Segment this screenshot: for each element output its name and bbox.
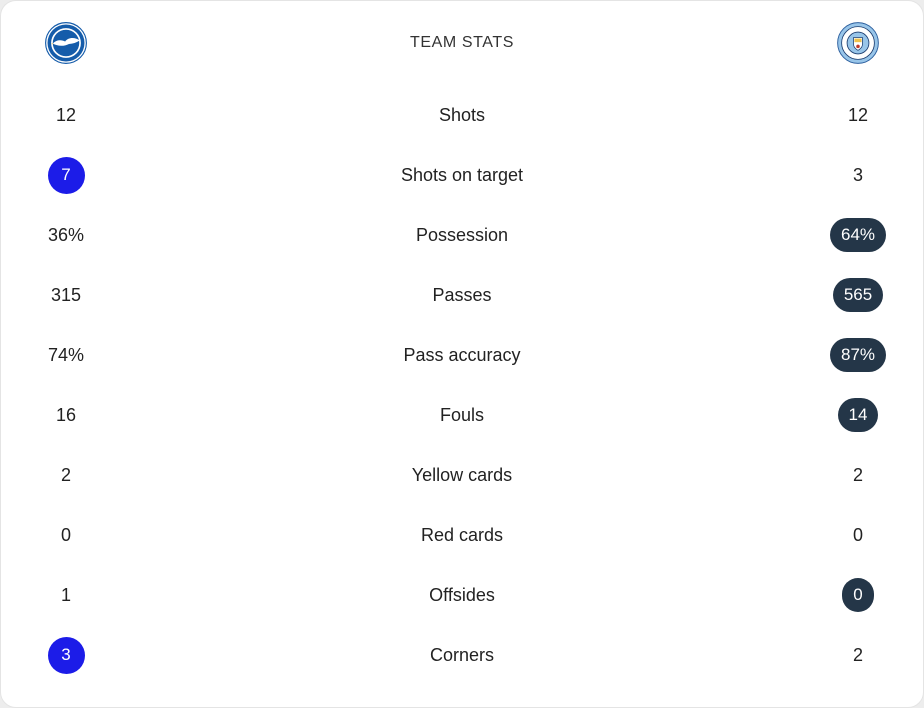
away-value: 2	[852, 644, 863, 665]
home-value: 74%	[47, 344, 85, 365]
brighton-crest-graphic	[45, 22, 87, 64]
home-value: 1	[60, 584, 71, 605]
away-value: 565	[833, 278, 883, 312]
stat-label: Shots on target	[400, 164, 524, 185]
team-stats-header	[1, 1, 923, 85]
stat-label: Shots	[438, 104, 486, 125]
away-value: 12	[847, 104, 869, 125]
away-value: 0	[842, 578, 874, 612]
home-value: 0	[60, 524, 71, 545]
away-value: 0	[852, 524, 863, 545]
stat-row-offsides	[1, 565, 923, 625]
stats-list	[1, 85, 923, 685]
stat-row-red-cards	[1, 505, 923, 565]
stat-row-shots-on-target	[1, 145, 923, 205]
home-team-crest-icon[interactable]	[45, 22, 87, 64]
stat-label: Fouls	[439, 404, 484, 425]
home-value: 36%	[47, 224, 85, 245]
stat-row-fouls	[1, 385, 923, 445]
stat-label: Possession	[415, 224, 509, 245]
page-title: TEAM STATS	[409, 34, 515, 51]
stat-label: Red cards	[420, 524, 504, 545]
stat-label: Yellow cards	[411, 464, 513, 485]
stat-label: Passes	[432, 284, 492, 305]
stat-row-possession	[1, 205, 923, 265]
home-value: 315	[50, 284, 82, 305]
stat-row-corners	[1, 625, 923, 685]
home-value: 2	[60, 464, 71, 485]
away-value: 2	[852, 464, 863, 485]
away-team-crest-icon[interactable]	[837, 22, 879, 64]
stat-label: Offsides	[429, 584, 495, 605]
stat-row-shots	[1, 85, 923, 145]
home-value: 3	[48, 637, 85, 674]
stat-row-pass-accuracy	[1, 325, 923, 385]
home-value: 12	[55, 104, 77, 125]
home-value: 7	[48, 157, 85, 194]
away-value: 3	[852, 164, 863, 185]
away-value: 87%	[830, 338, 886, 372]
stat-row-passes	[1, 265, 923, 325]
home-value: 16	[55, 404, 77, 425]
away-value: 64%	[830, 218, 886, 252]
stat-label: Pass accuracy	[403, 344, 521, 365]
stat-label: Corners	[429, 644, 495, 665]
away-value: 14	[838, 398, 879, 432]
man-city-crest-graphic	[837, 22, 879, 64]
stat-row-yellow-cards	[1, 445, 923, 505]
